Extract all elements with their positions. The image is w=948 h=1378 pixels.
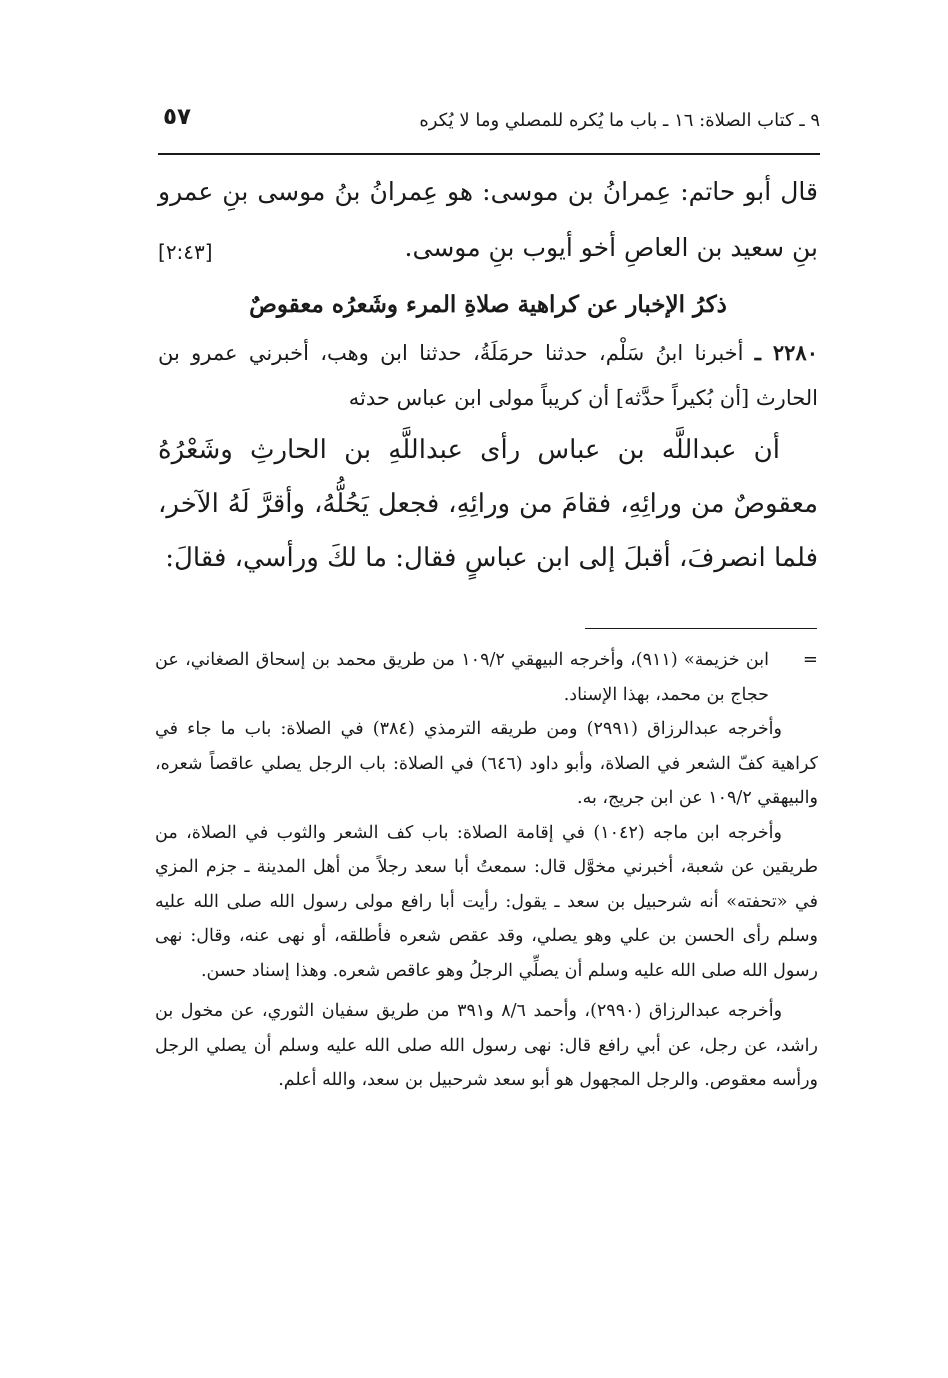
footnote-text-3: وأخرجه ابن ماجه (١٠٤٢) في إقامة الصلاة: باب كف الشعر والثوب في الصلاة، من طريقين عن شعبة، أخبرني مخوَّل قال: سمعتُ أبا سعد رجلاً من أهل المدينة ـ جزم المزي في «تحفته» أنه شرحبيل بن سعد ـ يقول: رأيت أبا رافع مولى رسول الله صلى الله عليه وسلم رأى الحسن بن علي وهو يصلي، وقد عقص شعره فأطلقه، أو نهى عنه، وقال: نهى رسول الله صلى الله عليه وسلم أن يصلِّي الرجلُ وهو عاقص شعره. وهذا إسناد حسن. [155,822,818,981]
footnote-divider [585,628,817,629]
isnad-text: أخبرنا ابنُ سَلْم، حدثنا حرمَلَةُ، حدثنا ابن وهب، أخبرني عمرو بن الحارث [أن بُكيراً حدَّثه] أن كريباً مولى ابن عباس حدثه [158,341,818,410]
page-header [155,102,820,146]
reference-tag: [٢:٤٣] [158,240,213,264]
continuation-marker: = [802,649,818,670]
narrator-note-text: قال أبو حاتم: عِمرانُ بن موسى: هو عِمرانُ بنُ موسى بنِ عمرو بنِ سعيد بن العاصِ أخو أيوب بنِ موسى. [158,177,818,262]
header-divider [158,153,820,155]
footnotes [155,643,818,1098]
hadith-matn: أن عبداللَّه بن عباس رأى عبداللَّهِ بن الحارثِ وشَعْرُهُ معقوصٌ من ورائِهِ، فقامَ من ورائِهِ، فجعل يَحُلُّهُ، وأقرَّ لَهُ الآخر، فلما انصرفَ، أقبلَ إلى ابن عباسٍ فقال: ما لكَ ورأسي، فقالَ: [158,435,818,573]
main-text [158,164,818,585]
page-number: ٥٧ [163,104,192,130]
footnote-text-2: وأخرجه عبدالرزاق (٢٩٩١) ومن طريقه الترمذي (٣٨٤) في الصلاة: باب ما جاء في كراهية كفّ الشعر في الصلاة، وأبو داود (٦٤٦) في الصلاة: باب الرجل يصلي عاقصاً شعره، والبيهقي ١٠٩/٢ عن ابن جريج، به. [155,719,818,808]
narrator-note [158,164,818,276]
hadith-isnad [158,330,818,421]
running-title: ٩ ـ كتاب الصلاة: ١٦ ـ باب ما يُكره للمصلي وما لا يُكره [419,110,820,131]
footnote-text-1: ابن خزيمة» (٩١١)، وأخرجه البيهقي ١٠٩/٢ من طريق محمد بن إسحاق الصغاني، عن حجاج بن محمد، بهذا الإسناد. [155,650,769,705]
section-heading: ذكرُ الإخبار عن كراهية صلاةِ المرء وشَعرُه معقوصٌ [249,291,727,318]
hadith-number: ٢٢٨٠ ـ [754,340,818,365]
footnote-text-4: وأخرجه عبدالرزاق (٢٩٩٠)، وأحمد ٨/٦ و٣٩١ من طريق سفيان الثوري، عن مخول بن راشد، عن رجل، عن أبي رافع قال: نهى رسول الله صلى الله عليه وسلم أن يصلي الرجل ورأسه معقوص. والرجل المجهول هو أبو سعد شرحبيل بن سعد، والله أعلم. [155,1001,818,1090]
footnote-continuation [155,643,818,712]
